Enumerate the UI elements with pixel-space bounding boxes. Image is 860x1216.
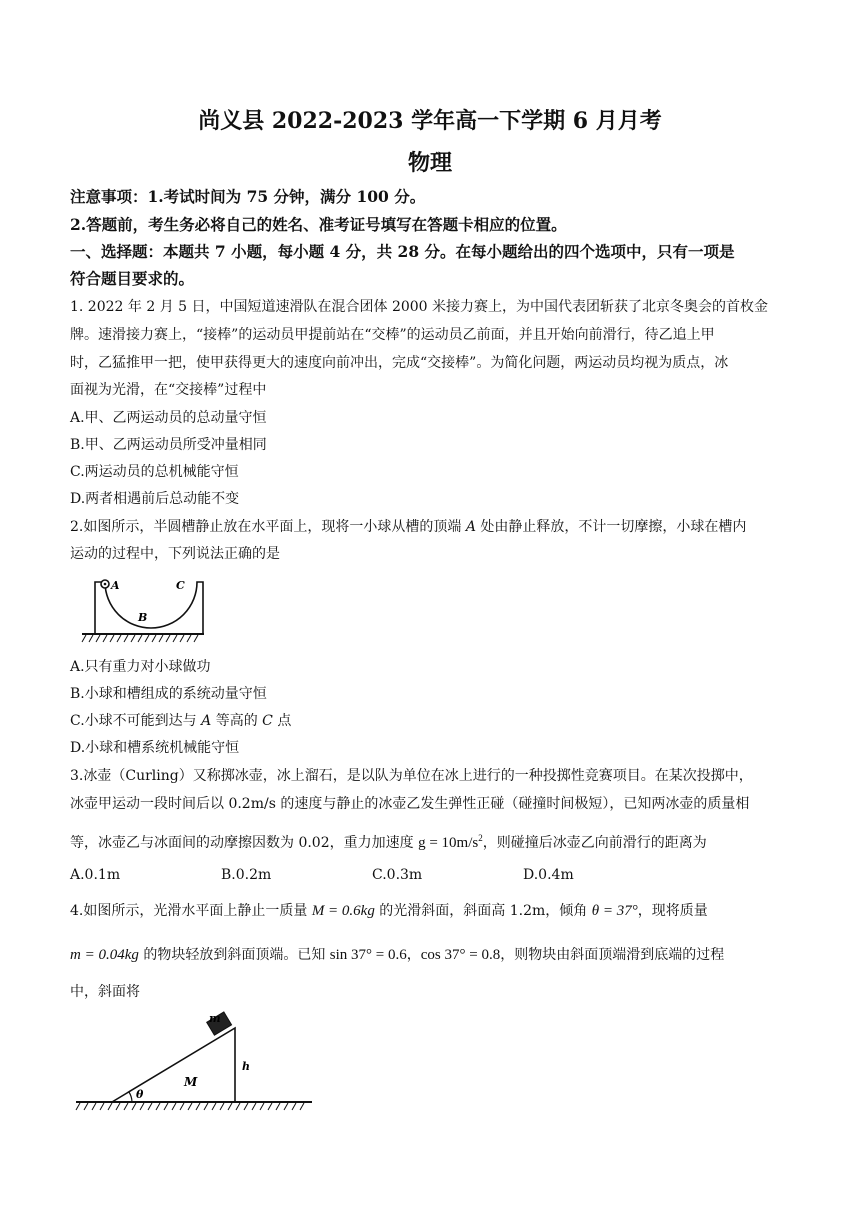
q4-angle: θ = 37° xyxy=(591,903,638,919)
label-c: C xyxy=(176,579,185,592)
q4-stem-text-mid: 的光滑斜面，斜面高 1.2m，倾角 xyxy=(374,903,592,919)
q3-stem-line-3 xyxy=(70,829,798,852)
q2-stem-text-end: 处由静止释放，不计一切摩擦，小球在槽内 xyxy=(475,519,747,535)
q4-mass-m-small: m = 0.04kg xyxy=(70,947,139,963)
q1-stem-line-1: 1. 2022 年 2 月 5 日，中国短道速滑队在混合团体 2000 米接力赛上，为中国代表团斩获了北京冬奥会的首枚金 xyxy=(70,299,769,315)
q1-option-a: A.甲、乙两运动员的总动量守恒 xyxy=(70,410,267,426)
q4-stem-line-3: 中，斜面将 xyxy=(70,984,140,1000)
q3-option-d: D.0.4m xyxy=(523,867,574,883)
label-big-m: M xyxy=(184,1075,198,1089)
q1-option-d: D.两者相遇前后总动能不变 xyxy=(70,491,240,507)
q2-option-a: A.只有重力对小球做功 xyxy=(70,659,211,675)
q4-stem-line-2 xyxy=(70,946,798,964)
q1-stem-line-2: 牌。速滑接力赛上，“接棒”的运动员甲提前站在“交棒”的运动员乙前面，并且开始向前滑行，待乙追上甲 xyxy=(70,327,715,343)
ground-hatching xyxy=(76,1103,304,1110)
q3-gravity-eq xyxy=(418,835,483,851)
q1-stem-line-3: 时，乙猛推甲一把，使甲获得更大的速度向前冲出，完成“交接棒”。为简化问题，两运动员均视为质点，冰 xyxy=(70,355,729,371)
q4-sin: sin 37° = 0.6 xyxy=(329,947,407,963)
q3-stem-line-1: 3.冰壶（Curling）又称掷冰壶，冰上溜石，是以队为单位在冰上进行的一种投掷性竞赛项目。在某次投掷中， xyxy=(70,768,753,784)
q4-stem-text: 4.如图所示，光滑水平面上静止一质量 xyxy=(70,903,312,919)
q3-option-a: A.0.1m xyxy=(70,867,121,883)
q2-option-b: B.小球和槽组成的系统动量守恒 xyxy=(70,686,267,702)
exam-subject: 物理 xyxy=(407,150,452,176)
q2-stem-line-2: 运动的过程中，下列说法正确的是 xyxy=(70,546,280,562)
q4-stem-text-2-end: ，则物块由斜面顶端滑到底端的过程 xyxy=(500,947,725,963)
q2-option-c-end: 点 xyxy=(272,713,292,729)
q2-half-groove-figure xyxy=(78,572,208,644)
q3-gravity-exp: 2 xyxy=(478,833,483,843)
q2-stem-text: 2.如图所示，半圆槽静止放在水平面上，现将一小球从槽的顶端 xyxy=(70,519,466,535)
q4-incline-figure xyxy=(72,1006,322,1118)
q3-stem-line-2: 冰壶甲运动一段时间后以 0.2m/s 的速度与静止的冰壶乙发生弹性正碰（碰撞时间极短），已知两冰壶的质量相 xyxy=(70,796,750,812)
ball-center xyxy=(104,583,107,586)
label-m: m xyxy=(209,1012,221,1025)
label-h: h xyxy=(242,1060,250,1073)
q4-stem-text-2: 的物块轻放到斜面顶端。已知 xyxy=(138,947,330,963)
incline-body xyxy=(112,1028,235,1102)
q2-stem-line-1 xyxy=(70,518,798,536)
q1-stem-line-4: 面视为光滑，在“交接棒”过程中 xyxy=(70,382,267,398)
section-heading-line-1: 一、选择题：本题共 7 小题，每小题 4 分，共 28 分。在每小题给出的四个选项中，只有一项是 xyxy=(70,242,735,261)
q2-option-d: D.小球和槽系统机械能守恒 xyxy=(70,740,240,756)
label-b: B xyxy=(138,611,148,624)
q3-gravity-value: g = 10m/s xyxy=(418,835,479,851)
ground-hatching xyxy=(82,635,198,642)
q3-option-c: C.0.3m xyxy=(372,867,423,883)
q2-option-c-text: C.小球不可能到达与 xyxy=(70,713,202,729)
q4-cos: cos 37° = 0.8 xyxy=(420,947,501,963)
notice-line-2: 2.答题前，考生务必将自己的姓名、准考证号填写在答题卡相应的位置。 xyxy=(70,215,567,234)
q1-option-c: C.两运动员的总机械能守恒 xyxy=(70,464,239,480)
q3-option-b: B.0.2m xyxy=(221,867,272,883)
q4-stem-line-1 xyxy=(70,902,798,920)
q2-option-c-a: A xyxy=(201,713,212,729)
q1-option-b: B.甲、乙两运动员所受冲量相同 xyxy=(70,437,267,453)
q3-stem-text: 等，冰壶乙与冰面间的动摩擦因数为 0.02，重力加速度 xyxy=(70,835,419,851)
label-theta: θ xyxy=(136,1088,144,1101)
angle-arc xyxy=(129,1092,132,1102)
label-a: A xyxy=(111,579,120,592)
exam-title: 尚义县 2022-2023 学年高一下学期 6 月月考 xyxy=(198,108,662,134)
section-heading-line-2: 符合题目要求的。 xyxy=(70,269,195,288)
q2-option-c-mid: 等高的 xyxy=(211,713,263,729)
q4-separator: ， xyxy=(406,947,421,963)
notice-line-1: 注意事项：1.考试时间为 75 分钟，满分 100 分。 xyxy=(70,187,426,206)
q4-stem-text-end: ，现将质量 xyxy=(637,903,708,919)
q2-point-a: A xyxy=(465,519,476,535)
q2-option-c xyxy=(70,712,798,730)
q3-stem-text-end: ，则碰撞后冰壶乙向前滑行的距离为 xyxy=(482,835,707,851)
q2-option-c-c: C xyxy=(262,713,273,729)
q4-mass-m-big: M = 0.6kg xyxy=(311,903,375,919)
